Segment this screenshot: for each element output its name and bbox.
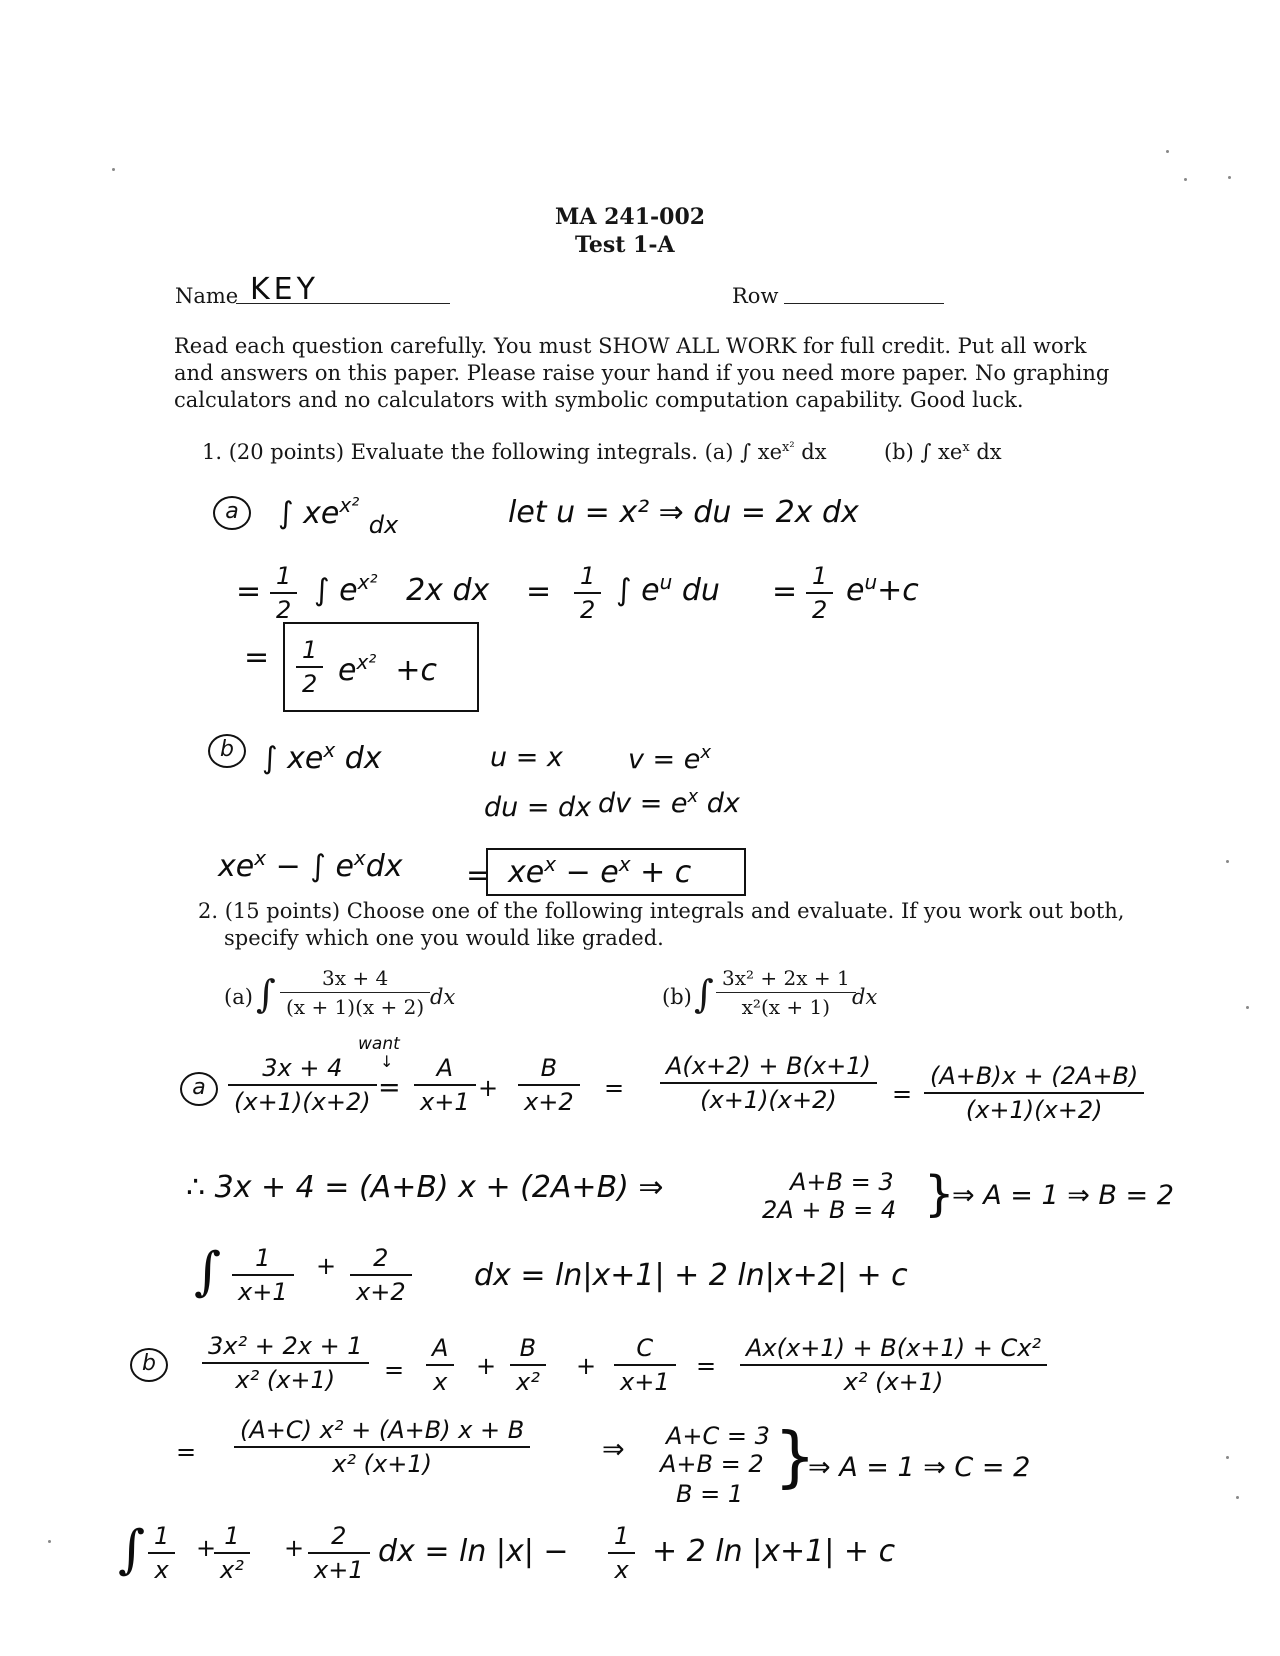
q2b-system-3: B = 1 [676, 1480, 744, 1508]
q1b-u: u = x [490, 742, 563, 773]
q2b-int-term-1: $\frac{1}{x}$ [148, 1522, 175, 1584]
q2a-integral-sign: ∫ [256, 972, 276, 1016]
q2a-int-result: dx = ln|x+1| + 2 ln|x+2| + c [474, 1258, 908, 1293]
q2b-int-sign: ∫ [118, 1520, 146, 1580]
q1a-half-1: $\frac{1}{2}$ [270, 562, 297, 624]
q2b-system-2: A+B = 2 [660, 1450, 764, 1478]
q2b-int-middle: dx = ln |x| − [378, 1534, 569, 1569]
q2a-int-term-1: $\frac{1}{x+1}$ [232, 1244, 294, 1306]
q2a-therefore: ∴ 3x + 4 = (A+B) x + (2A+B) ⇒ [186, 1170, 664, 1205]
q2b-B-term: $\frac{B}{\text{x²}}$ [510, 1334, 546, 1396]
instructions-line-3: calculators and no calculators with symbolic computation capability. Good luck. [174, 388, 1024, 412]
q2a-coefficients: $\frac{(A+B)x + (2A+B)}{(x+1)(x+2)}$ [924, 1062, 1144, 1124]
q2a-system-1: A+B = 3 [790, 1168, 894, 1196]
q2b-label: (b) [662, 985, 692, 1009]
q2b-dx: dx [852, 985, 878, 1009]
instructions-line-2: and answers on this paper. Please raise your hand if you need more paper. No graphing [174, 361, 1110, 385]
q2b-C-term: $\frac{C}{x+1}$ [614, 1334, 676, 1396]
q2a-want-note: want [358, 1034, 400, 1054]
q2b-int-term-3: $\frac{2}{x+1}$ [308, 1522, 370, 1584]
q2a-lhs: $\frac{3x + 4}{(x+1)(x+2)}$ [228, 1054, 377, 1116]
course-title: MA 241-002 [555, 204, 706, 230]
q2b-system-1: A+C = 3 [666, 1422, 770, 1450]
test-title: Test 1-A [575, 232, 675, 258]
q1a-eq-2: = [526, 574, 552, 609]
q2a-A-term: $\frac{A}{x+1}$ [414, 1054, 476, 1116]
q2b-int-term-4: $\frac{1}{x}$ [608, 1522, 635, 1584]
q1a-step-2: ∫ $e^u$ du [616, 570, 720, 608]
q2b-A-term: $\frac{A}{x}$ [426, 1334, 454, 1396]
q1b-answer: $xe^x - e^x + c$ [508, 852, 692, 890]
q1a-eq-1: = [236, 574, 262, 609]
q1b-dv: dv = $e^x$ dx [598, 786, 740, 819]
q1a-half-2: $\frac{1}{2}$ [574, 562, 601, 624]
q2a-circled-label: a [180, 1072, 218, 1106]
q1a-answer-half: $\frac{1}{2}$ [296, 636, 323, 698]
q1a-half-3: $\frac{1}{2}$ [806, 562, 833, 624]
q2b-int-result: + 2 ln |x+1| + c [652, 1534, 896, 1569]
q2a-want-arrow: ↓ [380, 1052, 394, 1071]
q2b-coefficients: $\frac{\text{(A+C) x² + (A+B) x + B}}{\text{x² (x+1)}}$ [234, 1416, 530, 1478]
q1-dx-a: dx [794, 440, 827, 464]
scan-speck [1246, 1006, 1249, 1009]
scan-speck [1228, 176, 1231, 179]
q1a-integral: ∫ $xe^{x^2}$ $_{dx}$ [278, 493, 399, 539]
q2b-lhs: $\frac{\text{3x² + 2x + 1}}{\text{x² (x+1)}}$ [202, 1332, 369, 1394]
q2a-system-2: 2A + B = 4 [762, 1196, 897, 1224]
q2a-int-sign: ∫ [194, 1242, 222, 1302]
q1-text-a: 1. (20 points) Evaluate the following integrals. (a) ∫ xe [202, 440, 783, 464]
scan-speck [1184, 178, 1187, 181]
q2b-eq-2: = [696, 1352, 717, 1380]
q1a-step-3: $e^u+c$ [846, 570, 919, 608]
q2a-dx: dx [430, 985, 456, 1009]
q2b-implies: ⇒ [602, 1434, 625, 1465]
q2b-result: ⇒ A = 1 ⇒ C = 2 [808, 1452, 1031, 1483]
q2b-plus-1: + [476, 1352, 497, 1380]
q2a-B-term: $\frac{B}{x+2}$ [518, 1054, 580, 1116]
q2b-eq-1: = [384, 1356, 405, 1384]
q2a-eq-want: = [378, 1072, 401, 1103]
q1b-v: $v = e^x$ [628, 742, 712, 775]
scan-speck [112, 168, 115, 171]
q1a-step-1: ∫ $e^{x^2}$ 2x dx [314, 570, 490, 608]
q1b-du: du = dx [484, 792, 592, 823]
q1a-circled-label: a [213, 496, 251, 530]
q2b-fraction: $\frac{\text{3x² + 2x + 1}}{\text{x²(x + 1)}}$ [716, 966, 856, 1019]
row-label: Row [732, 284, 779, 308]
q1b-integral: ∫ $xe^x$ dx [262, 738, 382, 776]
q2a-result: ⇒ A = 1 ⇒ B = 2 [952, 1180, 1174, 1211]
q1b-circled-label: b [208, 734, 246, 768]
q2b-system-brace: } [774, 1418, 816, 1495]
q2a-combined: $\frac{A(x+2) + B(x+1)}{(x+1)(x+2)}$ [660, 1052, 877, 1114]
q1a-answer: $e^{x^2} +c$ [338, 650, 438, 688]
q2b-circled-label: b [130, 1348, 168, 1382]
q1b-by-parts: $xe^x$ − ∫ $e^xdx$ [218, 846, 403, 884]
q2b-eq-3: = [176, 1438, 197, 1466]
q2a-label: (a) [224, 985, 253, 1009]
q1-dx-b: dx [969, 440, 1002, 464]
q1a-substitution: let u = x² ⇒ du = 2x dx [508, 495, 859, 530]
question-2-line-2: specify which one you would like graded. [224, 926, 664, 950]
instructions-line-1: Read each question carefully. You must SHOW ALL WORK for full credit. Put all work [174, 334, 1087, 358]
q2a-int-plus: + [316, 1252, 337, 1280]
q2a-eq-2: = [892, 1080, 913, 1108]
q1a-eq-3: = [772, 574, 798, 609]
q2b-combined: $\frac{\text{Ax(x+1) + B(x+1) + Cx²}}{\text{x² (x+1)}}$ [740, 1334, 1047, 1396]
name-value: KEY [250, 272, 319, 307]
name-label: Name [175, 284, 239, 308]
q2a-plus: + [478, 1074, 499, 1102]
q1a-eq-4: = [244, 640, 270, 675]
q2b-int-term-2: $\frac{1}{\text{x²}}$ [214, 1522, 250, 1584]
q2b-int-plus-2: + [284, 1534, 305, 1562]
q1-sup-a: x² [782, 440, 795, 455]
q2a-eq-1: = [604, 1074, 625, 1102]
scan-speck [48, 1540, 51, 1543]
q2b-plus-2: + [576, 1352, 597, 1380]
q2a-fraction: $\frac{3x + 4}{(x + 1)(x + 2)}$ [280, 966, 430, 1019]
q2b-integral-sign: ∫ [694, 972, 714, 1016]
row-underline [784, 303, 944, 304]
scan-speck [1226, 1456, 1229, 1459]
q1b-eq: = [466, 858, 492, 893]
q2a-system-brace: } [924, 1166, 955, 1222]
question-2-line-1: 2. (15 points) Choose one of the following integrals and evaluate. If you work out both, [198, 899, 1125, 923]
scan-speck [1166, 150, 1169, 153]
q1-text-b: (b) ∫ xe [883, 440, 963, 464]
q2a-int-term-2: $\frac{2}{x+2}$ [350, 1244, 412, 1306]
question-1-prompt [202, 440, 1002, 464]
q1-sup-b: x [962, 440, 970, 455]
scan-speck [1236, 1496, 1239, 1499]
q2b-int-plus-1: + [196, 1534, 217, 1562]
scan-speck [1226, 860, 1229, 863]
